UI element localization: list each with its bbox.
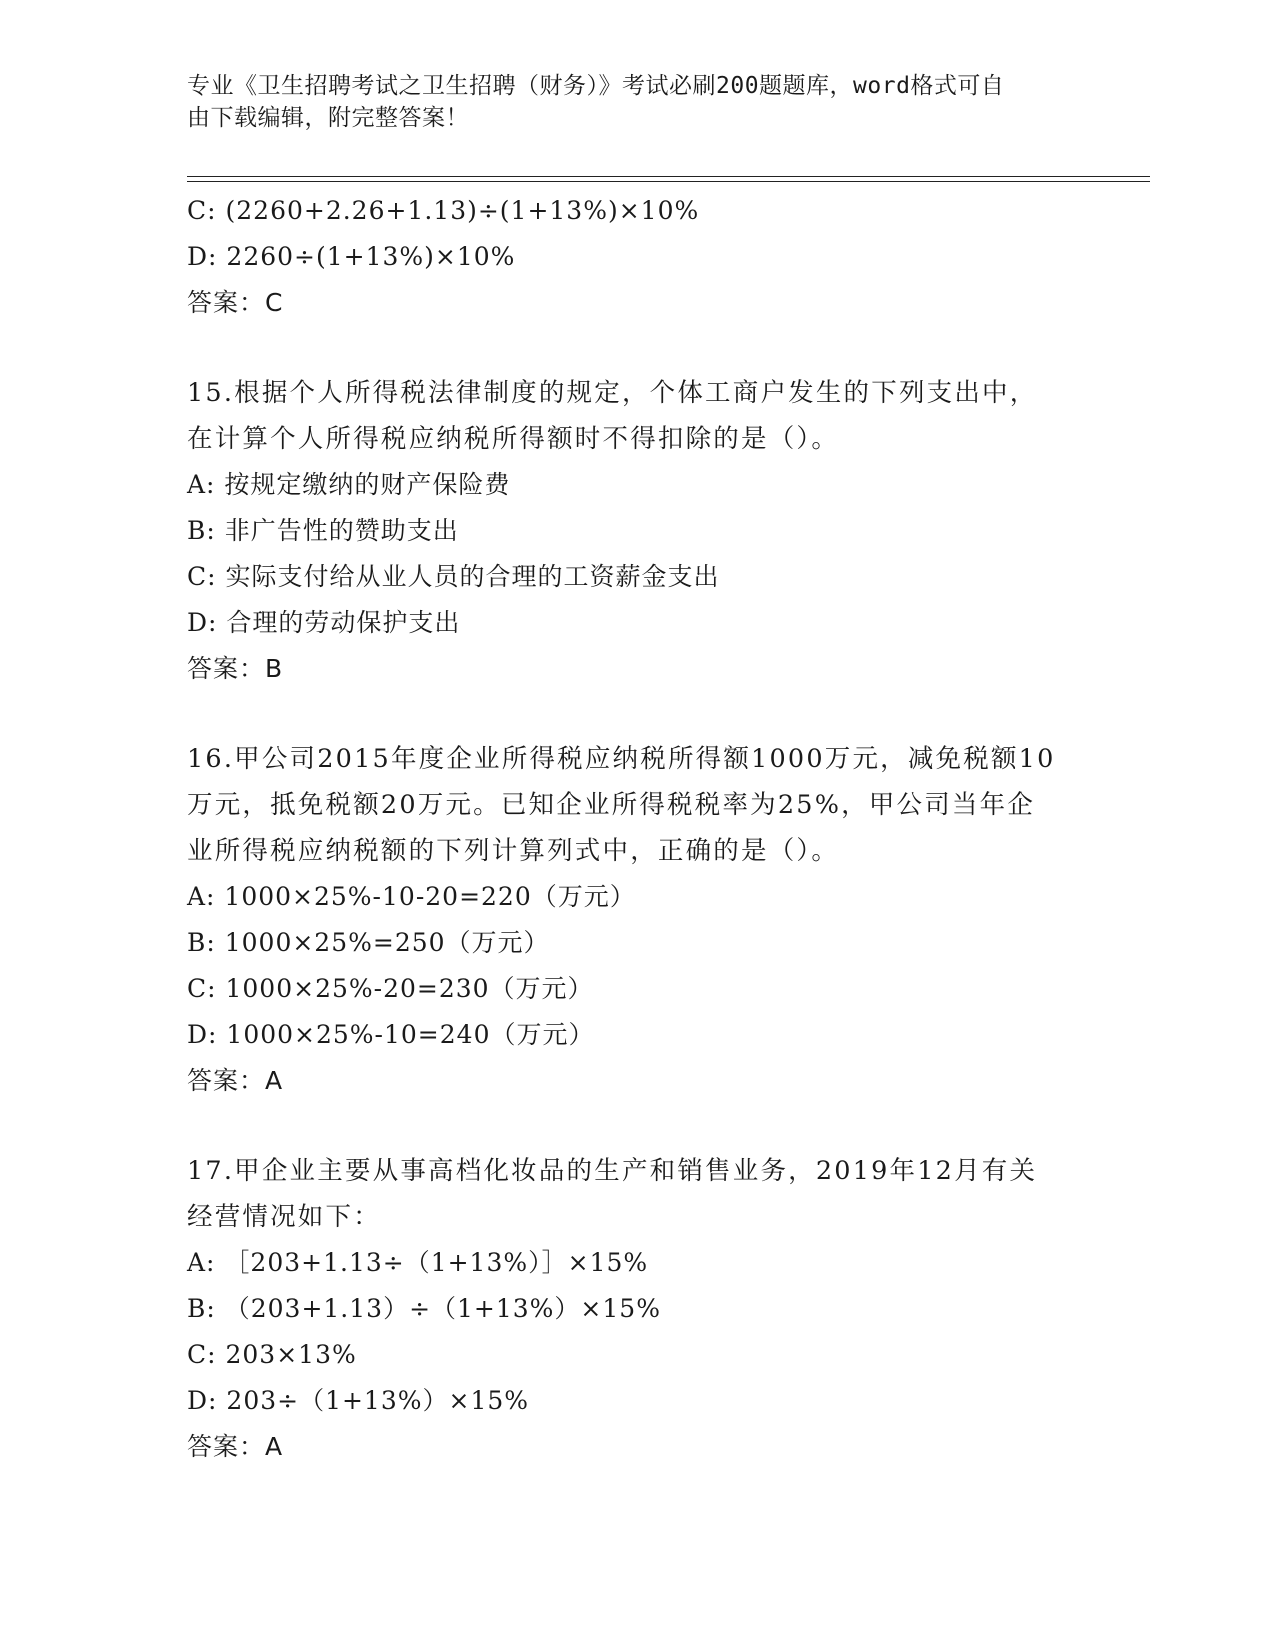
document-header — [187, 70, 1067, 134]
option-a: A: 按规定缴纳的财产保险费 — [187, 470, 511, 499]
option-d: D: 合理的劳动保护支出 — [187, 608, 461, 637]
question-stem: 17.甲企业主要从事高档化妆品的生产和销售业务，2019年12月有关 — [187, 1156, 1038, 1186]
spacer — [187, 1104, 1087, 1148]
answer: 答案：C — [187, 288, 284, 317]
question-stem: 在计算个人所得税应纳税所得额时不得扣除的是（）。 — [187, 424, 840, 454]
option-b: B: （203+1.13）÷（1+13%）×15% — [187, 1294, 661, 1323]
question-16 — [187, 736, 1087, 1104]
option-d: D: 1000×25%-10=240（万元） — [187, 1020, 595, 1049]
answer: 答案：A — [187, 1066, 284, 1095]
option-b: B: 非广告性的赞助支出 — [187, 516, 459, 545]
question-15 — [187, 370, 1087, 692]
option-a: A: 1000×25%-10-20=220（万元） — [187, 882, 636, 911]
option-a: A: ［203+1.13÷（1+13%）］×15% — [187, 1248, 649, 1277]
question-stem: 业所得税应纳税额的下列计算列式中，正确的是（）。 — [187, 836, 840, 866]
header-line-2: 由下载编辑，附完整答案！ — [187, 105, 469, 131]
option-b: B: 1000×25%=250（万元） — [187, 928, 550, 957]
option-d: D: 203÷（1+13%）×15% — [187, 1386, 530, 1415]
option-c: C: 1000×25%-20=230（万元） — [187, 974, 594, 1003]
option-d: D: 2260÷(1+13%)×10% — [187, 242, 516, 271]
question-list — [187, 188, 1087, 1470]
header-rule-bottom — [187, 181, 1150, 182]
spacer — [187, 326, 1087, 370]
answer: 答案：B — [187, 654, 284, 683]
header-rule-top — [187, 176, 1150, 177]
question-stem: 万元，抵免税额20万元。已知企业所得税税率为25%，甲公司当年企 — [187, 790, 1036, 820]
question-stem: 15.根据个人所得税法律制度的规定，个体工商户发生的下列支出中， — [187, 378, 1038, 408]
question-17 — [187, 1148, 1087, 1470]
question-stem: 16.甲公司2015年度企业所得税应纳税所得额1000万元，减免税额10 — [187, 744, 1056, 774]
header-line-1: 专业《卫生招聘考试之卫生招聘（财务）》考试必刷200题题库，word格式可自 — [187, 73, 1005, 99]
option-c: C: (2260+2.26+1.13)÷(1+13%)×10% — [187, 196, 700, 225]
question-14-tail — [187, 188, 1087, 326]
option-c: C: 203×13% — [187, 1340, 357, 1369]
answer: 答案：A — [187, 1432, 284, 1461]
option-c: C: 实际支付给从业人员的合理的工资薪金支出 — [187, 562, 720, 591]
spacer — [187, 692, 1087, 736]
question-stem: 经营情况如下： — [187, 1202, 381, 1232]
